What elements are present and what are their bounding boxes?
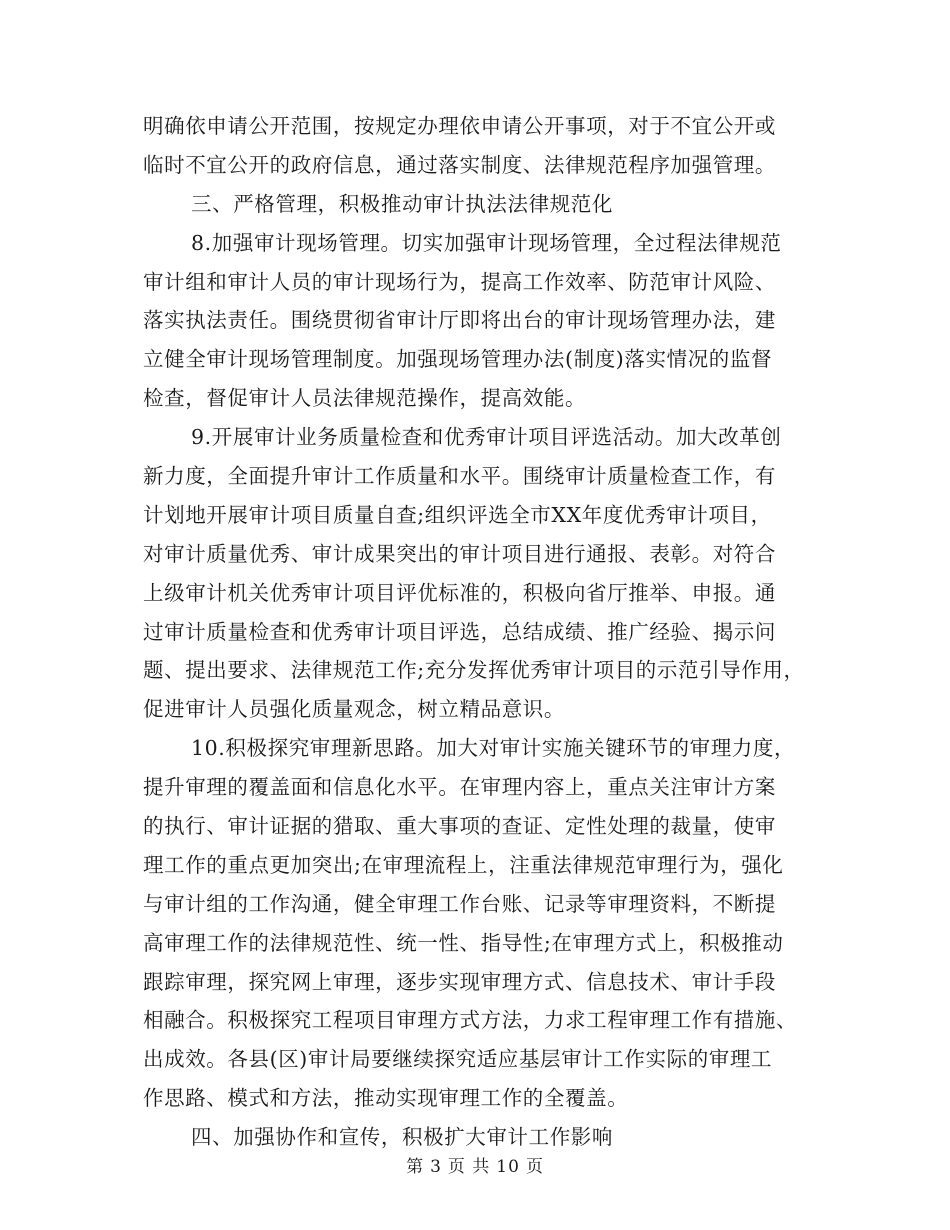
footer-suffix: 页 (525, 1157, 544, 1177)
text-line: 理工作的重点更加突出;在审理流程上，注重法律规范审理行为，强化 (143, 852, 784, 877)
text-line: 10.积极探究审理新思路。加大对审计实施关键环节的审理力度， (191, 736, 796, 761)
footer-prefix: 第 (406, 1157, 425, 1177)
section-heading: 四、加强协作和宣传，积极扩大审计工作影响 (191, 1125, 613, 1150)
text-line: 审计组和审计人员的审计现场行为，提高工作效率、防范审计风险、 (143, 269, 776, 294)
total-page-count: 10 (496, 1157, 520, 1177)
text-line: 相融合。积极探究工程项目审理方式方法，力求工程审理工作有措施、 (143, 1008, 798, 1033)
text-line: 题、提出要求、法律规范工作;充分发挥优秀审计项目的示范引导作用， (143, 658, 805, 683)
text-line: 出成效。各县(区)审计局要继续探究适应基层审计工作实际的审理工 (143, 1047, 773, 1072)
current-page-number: 3 (430, 1157, 442, 1177)
text-line: 新力度，全面提升审计工作质量和水平。围绕审计质量检查工作，有 (143, 464, 776, 489)
page-number-footer (0, 1152, 950, 1177)
text-line: 跟踪审理，探究网上审理，逐步实现审理方式、信息技术、审计手段 (143, 969, 776, 994)
text-line: 临时不宜公开的政府信息，通过落实制度、法律规范程序加强管理。 (143, 152, 776, 177)
text-line: 与审计组的工作沟通，健全审理工作台账、记录等审理资料，不断提 (143, 891, 776, 916)
text-line: 对审计质量优秀、审计成果突出的审计项目进行通报、表彰。对符合 (143, 541, 776, 566)
text-line: 上级审计机关优秀审计项目评优标准的，积极向省厅推举、申报。通 (143, 580, 776, 605)
text-line: 高审理工作的法律规范性、统一性、指导性;在审理方式上，积极推动 (143, 930, 784, 955)
section-heading: 三、严格管理，积极推动审计执法法律规范化 (191, 191, 613, 216)
text-line: 落实执法责任。围绕贯彻省审计厅即将出台的审计现场管理办法，建 (143, 308, 776, 333)
text-line: 检查，督促审计人员法律规范操作，提高效能。 (143, 386, 587, 411)
text-line: 提升审理的覆盖面和信息化水平。在审理内容上，重点关注审计方案 (143, 775, 776, 800)
text-line: 立健全审计现场管理制度。加强现场管理办法(制度)落实情况的监督 (143, 347, 773, 372)
text-line: 明确依申请公开范围，按规定办理依申请公开事项，对于不宜公开或 (143, 114, 776, 138)
text-line: 过审计质量检查和优秀审计项目评选，总结成绩、推广经验、揭示问 (143, 619, 776, 644)
document-body (143, 107, 823, 1157)
text-line: 作思路、模式和方法，推动实现审理工作的全覆盖。 (143, 1086, 629, 1111)
text-line: 8.加强审计现场管理。切实加强审计现场管理，全过程法律规范 (191, 230, 782, 255)
footer-middle: 页 共 (447, 1157, 491, 1177)
text-line: 促进审计人员强化质量观念，树立精品意识。 (143, 697, 565, 722)
text-line: 计划地开展审计项目质量自查;组织评选全市XX年度优秀审计项目， (143, 502, 772, 527)
text-line: 的执行、审计证据的猎取、重大事项的查证、定性处理的裁量，使审 (143, 814, 776, 839)
text-line: 9.开展审计业务质量检查和优秀审计项目评选活动。加大改革创 (191, 425, 782, 450)
